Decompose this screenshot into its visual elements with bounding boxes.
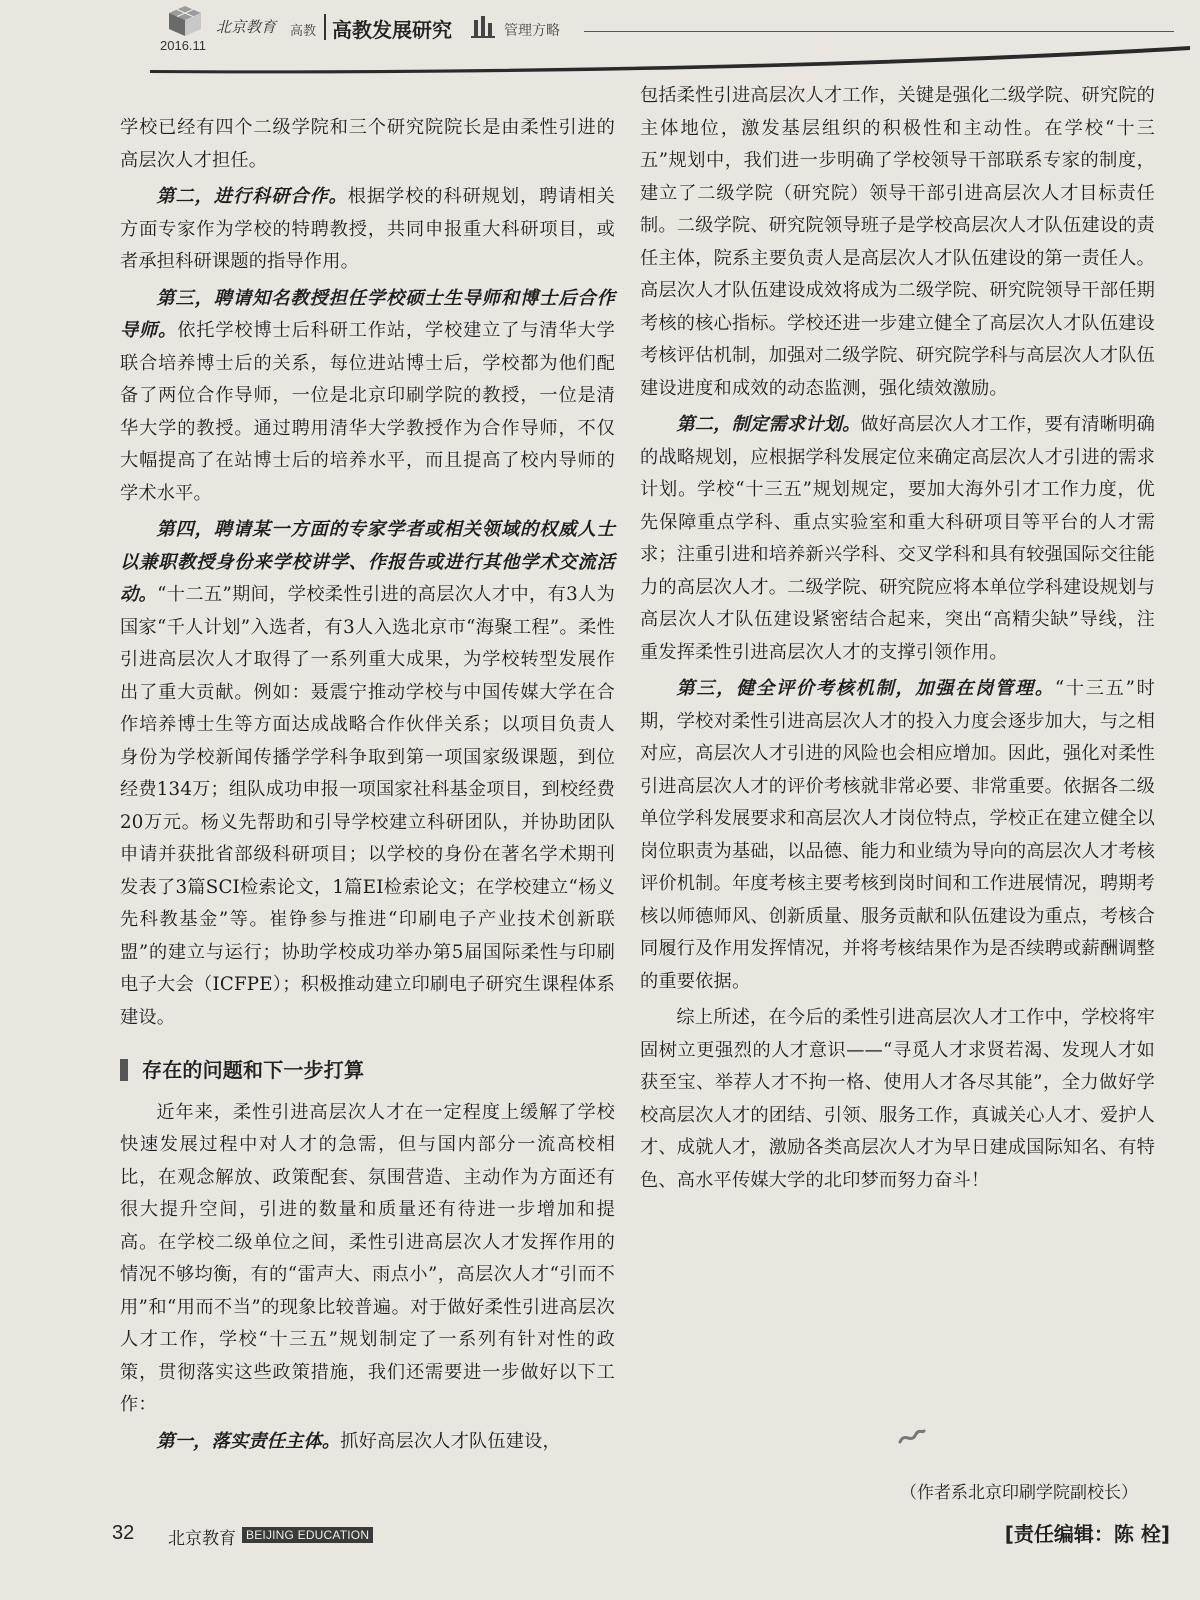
paragraph-lead: 第二，进行科研合作。 bbox=[156, 186, 348, 207]
paragraph-lead: 第四，聘请某一方面的专家学者或相关领域的权威人士以兼职教授身份来学校讲学、作报告或进行其他学术交流活动。 bbox=[120, 519, 615, 605]
section-heading bbox=[120, 1054, 615, 1087]
page-number: 32 bbox=[112, 1522, 135, 1544]
column-title: 高教发展研究 bbox=[332, 18, 452, 42]
issue-date: 2016.11 bbox=[160, 38, 207, 53]
cube-logo-icon bbox=[165, 4, 205, 38]
footer-magazine-english: BEIJING EDUCATION bbox=[242, 1527, 373, 1543]
header-swoosh bbox=[150, 44, 1190, 76]
paragraph-body: 抓好高层次人才队伍建设， bbox=[340, 1430, 561, 1452]
section-heading-text: 存在的问题和下一步打算 bbox=[142, 1058, 365, 1082]
magazine-name: 北京教育 bbox=[216, 18, 277, 36]
left-column bbox=[120, 112, 615, 1458]
responsible-editor: [责任编辑：陈 栓] bbox=[1004, 1522, 1170, 1546]
paragraph bbox=[120, 181, 615, 279]
paragraph bbox=[120, 514, 615, 1034]
paragraph-lead: 第三，聘请知名教授担任学校硕士生导师和博士后合作导师。 bbox=[120, 287, 615, 341]
section-tag: 管理方略 bbox=[504, 23, 560, 39]
paragraph-body: 依托学校博士后科研工作站，学校建立了与清华大学联合培养博士后的关系，每位进站博士后，学校都为他们配备了两位合作导师，一位是北京印刷学院的教授，一位是清华大学的教授。通过聘用清华大学教授作为合作导师，不仅大幅提高了在站博士后的培养水平，而且提高了校内导师的学术水平。 bbox=[120, 320, 615, 504]
author-byline: （作者系北京印刷学院副校长） bbox=[900, 1483, 1138, 1503]
paragraph-lead: 第三，健全评价考核机制，加强在岗管理。 bbox=[676, 678, 1055, 699]
paragraph-body: 做好高层次人才工作，要有清晰明确的战略规划，应根据学科发展定位来确定高层次人才引进的需求计划。学校“十三五”规划规定，要加大海外引才工作力度，优先保障重点学科、重点实验室和重大科研项目等平台的人才需求；注重引进和培养新兴学科、交叉学科和具有较强国际交往能力的高层次人才。二级学院、研究院应将本单位学科建设规划与高层次人才队伍建设紧密结合起来，突出“高精尖缺”导线，注重发挥柔性引进高层次人才的支撑引领作用。 bbox=[640, 414, 1155, 663]
page-header bbox=[0, 0, 1200, 80]
paragraph: 近年来，柔性引进高层次人才在一定程度上缓解了学校快速发展过程中对人才的急需，但与国内部分一流高校相比，在观念解放、政策配套、氛围营造、主动作为方面还有很大提升空间，引进的数量和质量还有待进一步增加和提高。在学校二级单位之间，柔性引进高层次人才发挥作用的情况不够均衡，有的“雷声大、雨点小”，高层次人才“引而不用”和“用而不当”的现象比较普遍。对于做好柔性引进高层次人才工作，学校“十三五”规划制定了一系列有针对性的政策，贯彻落实这些政策措施，我们还需要进一步做好以下工作： bbox=[120, 1101, 615, 1415]
paragraph: 包括柔性引进高层次人才工作，关键是强化二级学院、研究院的主体地位，激发基层组织的积极性和主动性。在学校“十三五”规划中，我们进一步明确了学校领导干部联系专家的制度，建立了二级学院（研究院）领导干部引进高层次人才目标责任制。二级学院、研究院领导班子是学校高层次人才队伍建设的责任主体，院系主要负责人是高层次人才队伍建设的第一责任人。高层次人才队伍建设成效将成为二级学院、研究院领导干部任期考核的核心指标。学校还进一步建立健全了高层次人才队伍建设考核评估机制，加强对二级学院、研究院学科与高层次人才队伍建设进度和成效的动态监测，强化绩效激励。 bbox=[640, 85, 1155, 399]
magazine-subtitle: 高教 bbox=[290, 24, 317, 39]
paragraph: 综上所述，在今后的柔性引进高层次人才工作中，学校将牢固树立更强烈的人才意识——“寻觅人才求贤若渴、发现人才如获至宝、举荐人才不拘一格、使用人才各尽其能”，全力做好学校高层次人才的团结、引领、服务工作，真诚关心人才、爱护人才、成就人才，激励各类高层次人才为早日建成国际知名、有特色、高水平传媒大学的北印梦而努力奋斗！ bbox=[640, 1007, 1155, 1191]
paragraph-lead: 第二，制定需求计划。 bbox=[676, 414, 861, 435]
header-rule bbox=[584, 31, 1174, 32]
paragraph-body: “十二五”期间，学校柔性引进的高层次人才中，有3人为国家“千人计划”入选者，有3人入选北京市“海聚工程”。柔性引进高层次人才取得了一系列重大成果，为学校转型发展作出了重大贡献。例如：聂震宁推动学校与中国传媒大学在合作培养博士生等方面达成战略合作伙伴关系；以项目负责人身份为学校新闻传播学学科争取到第一项国家级课题，到位经费134万；组队成功申报一项国家社科基金项目，到校经费20万元。杨义先帮助和引导学校建立科研团队，并协助团队申请并获批省部级科研项目；以学校的身份在著名学术期刊发表了3篇SCI检索论文，1篇EI检索论文；在学校建立“杨义先科教基金”等。崔铮参与推进“印刷电子产业技术创新联盟”的建立与运行；协助学校成功举办第5届国际柔性与印刷电子大会（ICFPE）；积极推动建立印刷电子研究生课程体系建设。 bbox=[120, 584, 616, 1028]
column-mark-icon bbox=[470, 14, 496, 40]
right-column bbox=[640, 80, 1155, 1197]
end-mark-icon bbox=[897, 1427, 927, 1447]
paragraph bbox=[640, 673, 1155, 998]
paragraph bbox=[120, 283, 615, 511]
paragraph: 学校已经有四个二级学院和三个研究院院长是由柔性引进的高层次人才担任。 bbox=[120, 117, 615, 171]
paragraph bbox=[640, 409, 1155, 669]
header-divider bbox=[324, 14, 326, 40]
heading-bar-icon bbox=[120, 1059, 128, 1081]
paragraph-body: 根据学校的科研规划，聘请相关方面专家作为学校的特聘教授，共同申报重大科研项目，或者承担科研课题的指导作用。 bbox=[120, 186, 615, 272]
paragraph-body: “十三五”时期，学校对柔性引进高层次人才的投入力度会逐步加大，与之相对应，高层次人才引进的风险也会相应增加。因此，强化对柔性引进高层次人才的评价考核就非常必要、非常重要。依据各二级单位学科发展要求和高层次人才岗位特点，学校正在建立健全以岗位职责为基础，以品德、能力和业绩为导向的高层次人才考核评价机制。年度考核主要考核到岗时间和工作进展情况，聘期考核以师德师风、创新质量、服务贡献和队伍建设为重点，考核合同履行及作用发挥情况，并将考核结果作为是否续聘或薪酬调整的重要依据。 bbox=[640, 678, 1156, 992]
footer-magazine-name: 北京教育 bbox=[168, 1529, 236, 1549]
paragraph bbox=[120, 1426, 615, 1459]
paragraph-lead: 第一，落实责任主体。 bbox=[156, 1430, 341, 1452]
